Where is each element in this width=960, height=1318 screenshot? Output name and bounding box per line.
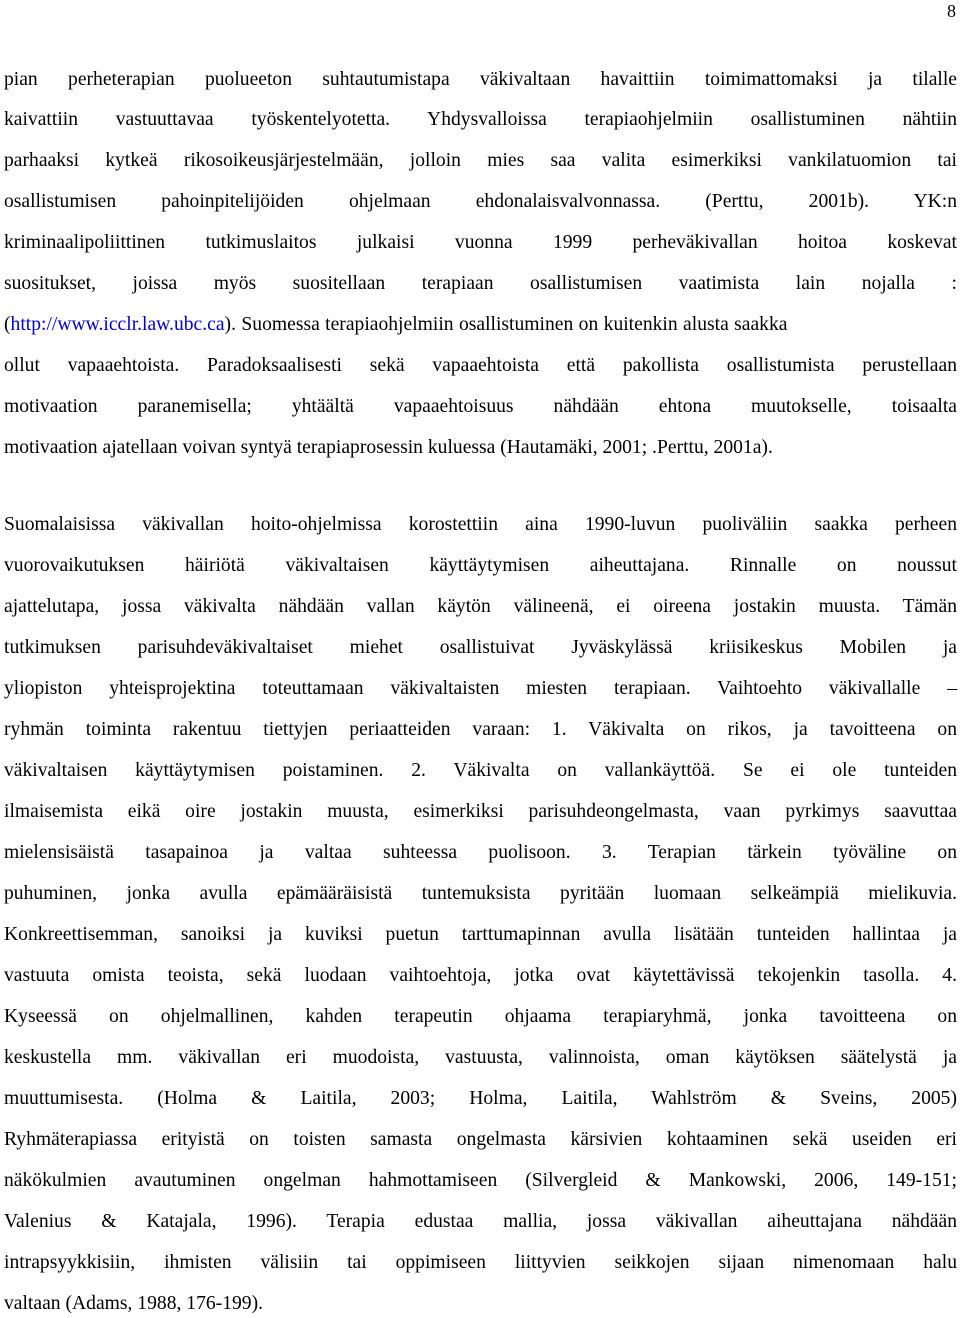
page-number: 8 <box>947 1 956 21</box>
text-line: yliopiston yhteisprojektina toteuttamaan väkivaltaisten miesten terapiaan. Vaihtoehto väkivallalle – <box>4 678 957 699</box>
text-line: Kyseessä on ohjelmallinen, kahden terapeutin ohjaama terapiaryhmä, jonka tavoitteena on <box>4 1006 957 1027</box>
text-line: näkökulmien avautuminen ongelman hahmottamiseen (Silvergleid & Mankowski, 2006, 149-151; <box>4 1170 957 1191</box>
text-line: ryhmän toiminta rakentuu tiettyjen periaatteiden varaan: 1. Väkivalta on rikos, ja tavoitteena on <box>4 719 957 740</box>
text-line: vastuuta omista teoista, sekä luodaan vaihtoehtoja, jotka ovat käytettävissä tekojenkin tasolla. 4. <box>4 965 957 986</box>
text-line: Suomalaisissa väkivallan hoito-ohjelmissa korostettiin aina 1990-luvun puoliväliin saakka perheen <box>4 514 957 535</box>
text-line: ajattelutapa, jossa väkivalta nähdään vallan käytön välineenä, ei oireena jostakin muusta. Tämän <box>4 596 957 617</box>
icclr-link[interactable]: http://www.icclr.law.ubc.ca <box>10 314 225 335</box>
text-line: Ryhmäterapiassa erityistä on toisten samasta ongelmasta kärsivien kohtaaminen sekä useiden eri <box>4 1129 957 1150</box>
text-line: parhaaksi kytkeä rikosoikeusjärjestelmään, jolloin mies saa valita esimerkiksi vankilatuomion tai <box>4 150 957 171</box>
text-line: ollut vapaaehtoista. Paradoksaalisesti sekä vapaaehtoista että pakollista osallistumista perustellaan <box>4 355 957 376</box>
text-line: väkivaltaisen käyttäytymisen poistaminen. 2. Väkivalta on vallankäyttöä. Se ei ole tunteiden <box>4 760 957 781</box>
text-line: Konkreettisemman, sanoiksi ja kuviksi puetun tarttumapinnan avulla lisätään tunteiden hallintaa ja <box>4 924 957 945</box>
text-line: suositukset, joissa myös suositellaan terapiaan osallistumisen vaatimista lain nojalla : <box>4 273 957 294</box>
text-fragment: Suomessa terapiaohjelmiin osallistuminen on kuitenkin alusta saakka <box>241 314 788 335</box>
text-line: motivaation paranemisella; yhtäältä vapaaehtoisuus nähdään ehtona muutokselle, toisaalta <box>4 396 957 417</box>
text-line: motivaation ajatellaan voivan syntyä terapiaprosessin kuluessa (Hautamäki, 2001; .Perttu, 2001a). <box>4 437 773 458</box>
text-line: ilmaisemista eikä oire jostakin muusta, esimerkiksi parisuhdeongelmasta, vaan pyrkimys saavuttaa <box>4 801 957 822</box>
text-line: tutkimuksen parisuhdeväkivaltaiset miehet osallistuivat Jyväskylässä kriisikeskus Mobilen ja <box>4 637 957 658</box>
text-line-with-link <box>4 312 957 338</box>
text-line: kaivattiin vastuuttavaa työskentelyotetta. Yhdysvalloissa terapiaohjelmiin osallistuminen nähtiin <box>4 109 957 130</box>
text-line: intrapsyykkisiin, ihmisten välisiin tai oppimiseen liittyvien seikkojen sijaan nimenomaan halu <box>4 1252 957 1273</box>
text-line: Valenius & Katajala, 1996). Terapia edustaa mallia, jossa väkivallan aiheuttajana nähdään <box>4 1211 957 1232</box>
text-line: vuorovaikutuksen häiriötä väkivaltaisen käyttäytymisen aiheuttajana. Rinnalle on noussut <box>4 555 957 576</box>
text-line: pian perheterapian puolueeton suhtautumistapa väkivaltaan havaittiin toimimattomaksi ja tilalle <box>4 69 957 90</box>
link-close-paren: ). <box>224 314 236 335</box>
text-line: puhuminen, jonka avulla epämääräisistä tuntemuksista pyritään luomaan selkeämpiä mielikuvia. <box>4 883 957 904</box>
text-line: keskustella mm. väkivallan eri muodoista, vastuusta, valinnoista, oman käytöksen säätelystä ja <box>4 1047 957 1068</box>
text-line: valtaan (Adams, 1988, 176-199). <box>4 1293 264 1314</box>
text-line: kriminaalipoliittinen tutkimuslaitos julkaisi vuonna 1999 perheväkivallan hoitoa koskevat <box>4 232 957 253</box>
link-open-paren: ( <box>4 314 11 335</box>
text-line: osallistumisen pahoinpitelijöiden ohjelmaan ehdonalaisvalvonnassa. (Perttu, 2001b). YK:n <box>4 191 957 212</box>
text-line: mielensisäistä tasapainoa ja valtaa suhteessa puolisoon. 3. Terapian tärkein työväline on <box>4 842 957 863</box>
text-line: muuttumisesta. (Holma & Laitila, 2003; Holma, Laitila, Wahlström & Sveins, 2005) <box>4 1088 957 1109</box>
